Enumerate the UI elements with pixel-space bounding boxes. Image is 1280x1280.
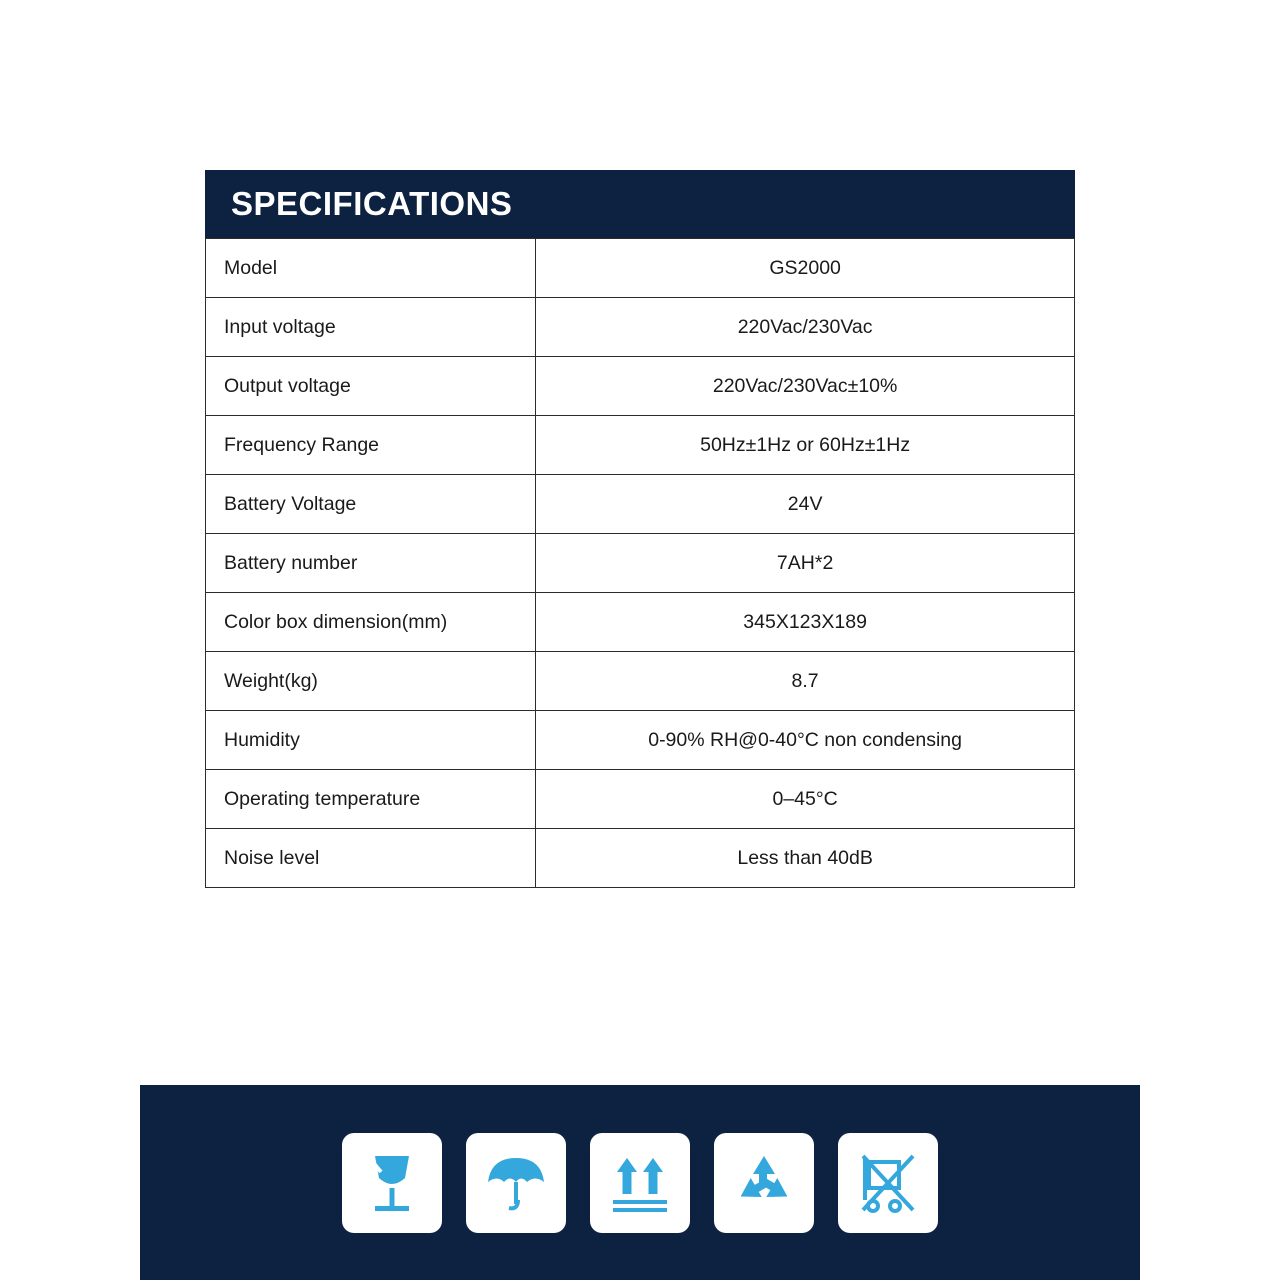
- row-value: 220Vac/230Vac: [536, 298, 1075, 357]
- row-label: Weight(kg): [206, 652, 536, 711]
- specifications-table: [205, 238, 1075, 888]
- fragile-glass-icon: [361, 1150, 423, 1216]
- row-value: 7AH*2: [536, 534, 1075, 593]
- row-value: 220Vac/230Vac±10%: [536, 357, 1075, 416]
- table-row: [206, 534, 1075, 593]
- table-row: [206, 652, 1075, 711]
- no-trolley-icon: [855, 1150, 921, 1216]
- table-row: [206, 475, 1075, 534]
- recycle-icon-tile: [714, 1133, 814, 1233]
- recycle-icon: [731, 1150, 797, 1216]
- table-row: [206, 239, 1075, 298]
- specifications-table-body: [206, 239, 1075, 888]
- row-value: 0-90% RH@0-40°C non condensing: [536, 711, 1075, 770]
- row-value: 345X123X189: [536, 593, 1075, 652]
- row-value: 50Hz±1Hz or 60Hz±1Hz: [536, 416, 1075, 475]
- table-row: [206, 711, 1075, 770]
- row-value: 0–45°C: [536, 770, 1075, 829]
- row-value: 8.7: [536, 652, 1075, 711]
- row-label: Battery Voltage: [206, 475, 536, 534]
- packaging-symbols-band: [140, 1085, 1140, 1280]
- specifications-panel: [205, 170, 1075, 888]
- table-row: [206, 593, 1075, 652]
- this-way-up-arrows-icon: [607, 1150, 673, 1216]
- keep-dry-umbrella-icon-tile: [466, 1133, 566, 1233]
- table-row: [206, 357, 1075, 416]
- table-row: [206, 416, 1075, 475]
- keep-dry-umbrella-icon: [483, 1150, 549, 1216]
- row-label: Input voltage: [206, 298, 536, 357]
- row-label: Color box dimension(mm): [206, 593, 536, 652]
- row-value: 24V: [536, 475, 1075, 534]
- table-row: [206, 829, 1075, 888]
- no-trolley-icon-tile: [838, 1133, 938, 1233]
- page-title: SPECIFICATIONS: [231, 185, 513, 222]
- this-way-up-arrows-icon-tile: [590, 1133, 690, 1233]
- row-value: Less than 40dB: [536, 829, 1075, 888]
- row-label: Frequency Range: [206, 416, 536, 475]
- table-row: [206, 770, 1075, 829]
- fragile-glass-icon-tile: [342, 1133, 442, 1233]
- row-label: Output voltage: [206, 357, 536, 416]
- specifications-header: [205, 170, 1075, 238]
- row-label: Operating temperature: [206, 770, 536, 829]
- row-label: Battery number: [206, 534, 536, 593]
- row-value: GS2000: [536, 239, 1075, 298]
- table-row: [206, 298, 1075, 357]
- row-label: Noise level: [206, 829, 536, 888]
- row-label: Humidity: [206, 711, 536, 770]
- row-label: Model: [206, 239, 536, 298]
